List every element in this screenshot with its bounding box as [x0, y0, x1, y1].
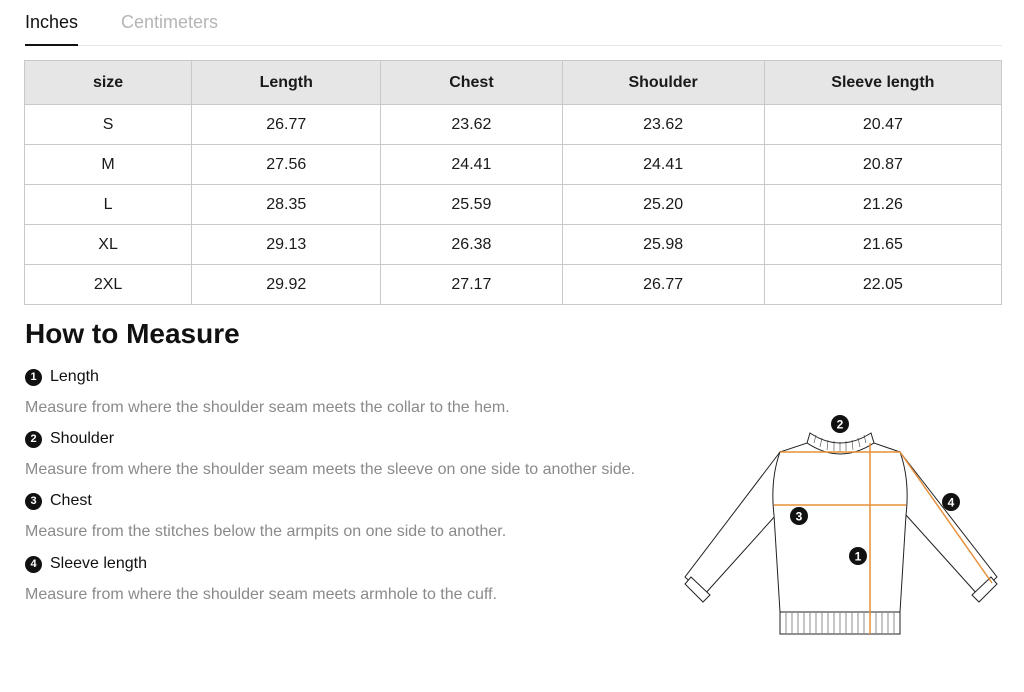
- table-row: [25, 185, 1002, 225]
- cell-shoulder: 25.98: [562, 225, 764, 265]
- measure-item-desc: Measure from where the shoulder seam meets the collar to the hem.: [25, 399, 510, 416]
- table-row: [25, 225, 1002, 265]
- cell-sleeve-length: 20.87: [764, 145, 1001, 185]
- number-3-icon: 3: [25, 493, 42, 510]
- marker-label: 2: [836, 417, 844, 432]
- cell-length: 29.92: [192, 265, 381, 305]
- measure-item-desc: Measure from where the shoulder seam meets the sleeve on one side to another side.: [25, 461, 636, 478]
- cell-size: M: [25, 145, 192, 185]
- cell-length: 27.56: [192, 145, 381, 185]
- marker-1-icon: [849, 547, 867, 565]
- marker-label: 1: [854, 549, 862, 564]
- cell-size: S: [25, 105, 192, 145]
- measure-item-desc: Measure from where the shoulder seam meets armhole to the cuff.: [25, 586, 497, 603]
- tab-centimeters[interactable]: Centimeters: [121, 12, 219, 32]
- measure-item-length: [25, 367, 510, 417]
- table-row: [25, 105, 1002, 145]
- cell-chest: 26.38: [381, 225, 562, 265]
- marker-label: 4: [947, 495, 955, 510]
- header-length: Length: [192, 61, 381, 105]
- table-header-row: [25, 61, 1002, 105]
- measure-item-title: Shoulder: [50, 430, 115, 447]
- measure-item-title: Chest: [50, 492, 92, 509]
- measure-item-shoulder: [25, 429, 635, 479]
- number-1-icon: 1: [25, 369, 42, 386]
- table-row: [25, 265, 1002, 305]
- header-chest: Chest: [381, 61, 562, 105]
- measure-item-title: Length: [50, 368, 99, 385]
- cell-shoulder: 23.62: [562, 105, 764, 145]
- size-table: [24, 60, 1002, 305]
- cell-length: 29.13: [192, 225, 381, 265]
- marker-4-icon: [942, 493, 960, 511]
- cell-shoulder: 26.77: [562, 265, 764, 305]
- cell-chest: 25.59: [381, 185, 562, 225]
- measure-item-sleeve-length: [25, 554, 497, 604]
- cell-size: L: [25, 185, 192, 225]
- cell-shoulder: 24.41: [562, 145, 764, 185]
- header-size: size: [25, 61, 192, 105]
- cell-sleeve-length: 21.65: [764, 225, 1001, 265]
- unit-tabs: [25, 0, 1002, 46]
- number-4-icon: 4: [25, 556, 42, 573]
- cell-shoulder: 25.20: [562, 185, 764, 225]
- cell-size: XL: [25, 225, 192, 265]
- cell-length: 26.77: [192, 105, 381, 145]
- how-to-measure-title: How to Measure: [25, 318, 240, 349]
- measure-item-chest: [25, 491, 506, 541]
- cell-length: 28.35: [192, 185, 381, 225]
- cell-sleeve-length: 20.47: [764, 105, 1001, 145]
- header-sleeve-length: Sleeve length: [764, 61, 1001, 105]
- cell-chest: 23.62: [381, 105, 562, 145]
- cell-chest: 27.17: [381, 265, 562, 305]
- cell-sleeve-length: 22.05: [764, 265, 1001, 305]
- marker-2-icon: [831, 415, 849, 433]
- header-shoulder: Shoulder: [562, 61, 764, 105]
- cell-size: 2XL: [25, 265, 192, 305]
- measure-item-desc: Measure from the stitches below the armpits on one side to another.: [25, 523, 507, 540]
- table-row: [25, 145, 1002, 185]
- number-2-icon: 2: [25, 431, 42, 448]
- cell-sleeve-length: 21.26: [764, 185, 1001, 225]
- marker-label: 3: [795, 509, 803, 524]
- marker-3-icon: [790, 507, 808, 525]
- cell-chest: 24.41: [381, 145, 562, 185]
- sweater-diagram: [680, 405, 1002, 640]
- measure-item-title: Sleeve length: [50, 555, 147, 572]
- tab-inches[interactable]: Inches: [25, 12, 78, 46]
